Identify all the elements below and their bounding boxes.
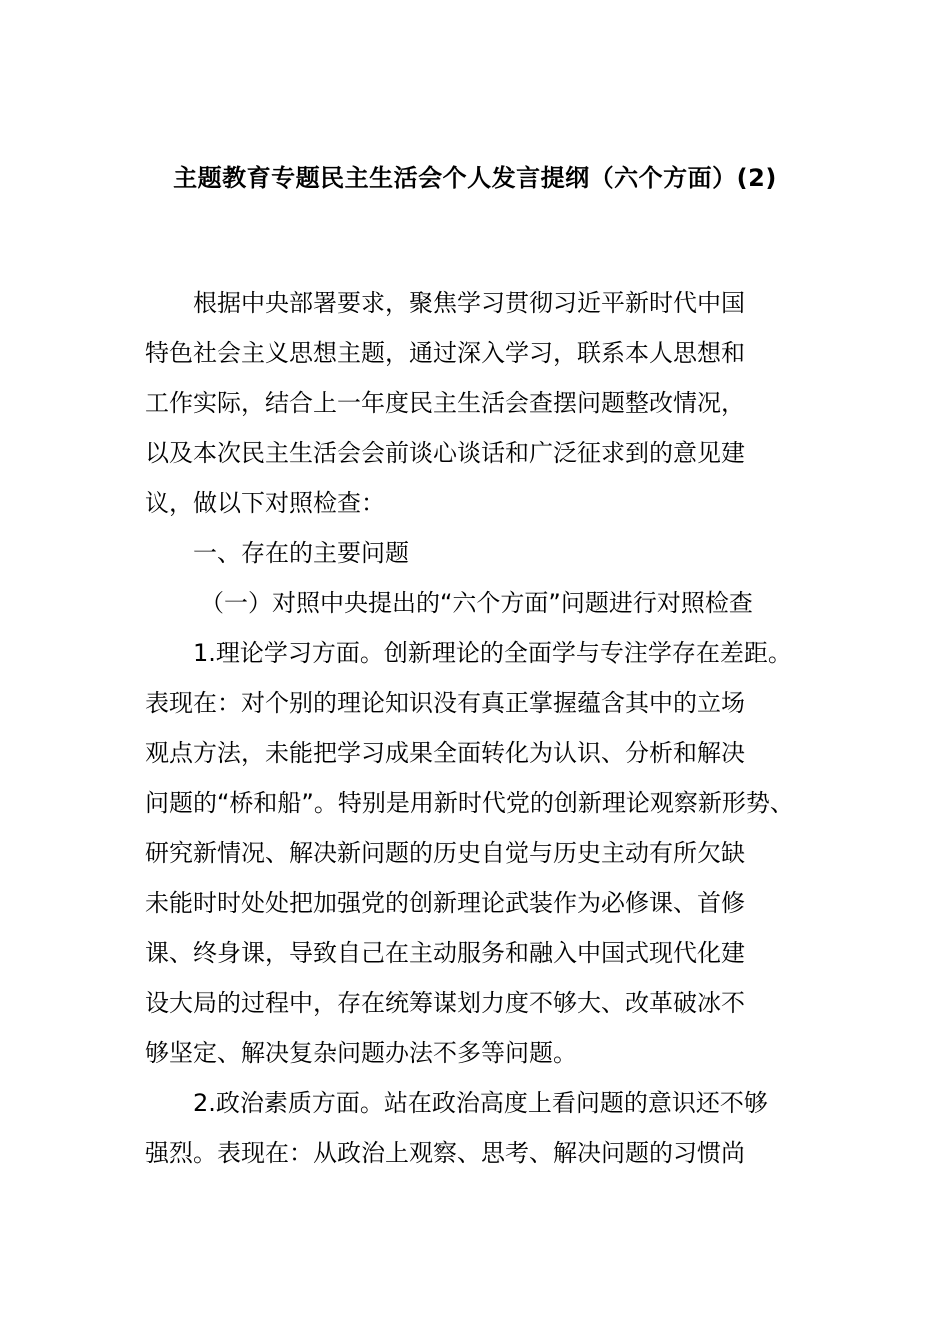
paragraph-line: 研究新情况、解决新问题的历史自觉与历史主动有所欠缺	[145, 839, 745, 867]
paragraph-line: 课、终身课，导致自己在主动服务和融入中国式现代化建	[145, 939, 745, 967]
paragraph-line: 观点方法，未能把学习成果全面转化为认识、分析和解决	[145, 739, 745, 767]
paragraph-line: 议，做以下对照检查：	[145, 489, 385, 517]
paragraph-line: 表现在：对个别的理论知识没有真正掌握蕴含其中的立场	[145, 689, 745, 717]
paragraph-line: 问题的“桥和船”。特别是用新时代党的创新理论观察新形势、	[145, 789, 794, 817]
paragraph-line: 工作实际，结合上一年度民主生活会查摆问题整改情况，	[145, 389, 745, 417]
paragraph-line: 以及本次民主生活会会前谈心谈话和广泛征求到的意见建	[145, 439, 745, 467]
subsection-heading: （一）对照中央提出的“六个方面”问题进行对照检查	[200, 589, 753, 617]
paragraph-line: 够坚定、解决复杂问题办法不多等问题。	[145, 1039, 577, 1067]
document-title: 主题教育专题民主生活会个人发言提纲（六个方面）(2)	[173, 164, 777, 192]
paragraph-line: 2.政治素质方面。站在政治高度上看问题的意识还不够	[193, 1089, 768, 1117]
paragraph-line: 根据中央部署要求，聚焦学习贯彻习近平新时代中国	[193, 289, 745, 317]
paragraph-line: 未能时时处处把加强党的创新理论武装作为必修课、首修	[145, 889, 745, 917]
paragraph-line: 强烈。表现在：从政治上观察、思考、解决问题的习惯尚	[145, 1139, 745, 1167]
paragraph-line: 设大局的过程中，存在统筹谋划力度不够大、改革破冰不	[145, 989, 745, 1017]
paragraph-line: 1.理论学习方面。创新理论的全面学与专注学存在差距。	[193, 639, 792, 667]
paragraph-line: 特色社会主义思想主题，通过深入学习，联系本人思想和	[145, 339, 745, 367]
document-body	[145, 278, 825, 1178]
section-heading: 一、存在的主要问题	[193, 539, 409, 567]
